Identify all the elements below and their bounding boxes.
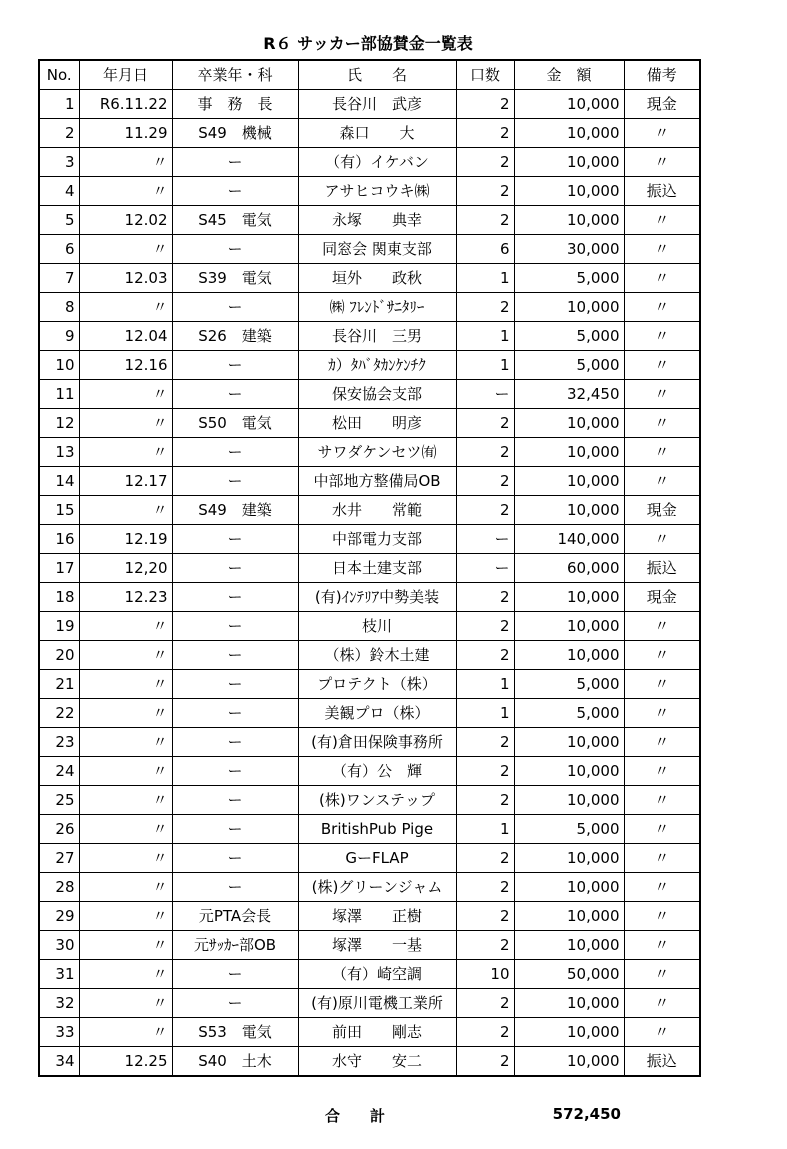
- row-units: 2: [456, 90, 514, 119]
- row-amount: 10,000: [514, 206, 624, 235]
- row-note: 〃: [624, 786, 700, 815]
- row-name: 垣外 政秋: [298, 264, 456, 293]
- table-row: [39, 177, 700, 206]
- row-name: 水井 常範: [298, 496, 456, 525]
- row-units: ー: [456, 380, 514, 409]
- header-date: 年月日: [79, 60, 172, 90]
- table-row: [39, 815, 700, 844]
- row-amount: 10,000: [514, 1018, 624, 1047]
- table-row: [39, 496, 700, 525]
- row-name: ㈱ ﾌﾚﾝﾄﾞｻﾆﾀﾘｰ: [298, 293, 456, 322]
- header-amount: 金 額: [514, 60, 624, 90]
- row-date: 11.29: [79, 119, 172, 148]
- row-no: 5: [39, 206, 79, 235]
- row-name: (有)原川電機工業所: [298, 989, 456, 1018]
- table-row: [39, 1047, 700, 1077]
- row-name: 森口 大: [298, 119, 456, 148]
- row-note: 振込: [624, 554, 700, 583]
- row-graduation: ー: [172, 670, 298, 699]
- row-graduation: ー: [172, 989, 298, 1018]
- row-note: 〃: [624, 206, 700, 235]
- row-date: 12.25: [79, 1047, 172, 1077]
- row-date: 〃: [79, 786, 172, 815]
- row-graduation: 元PTA会長: [172, 902, 298, 931]
- row-no: 8: [39, 293, 79, 322]
- total-value: 572,450: [552, 1105, 621, 1123]
- table-row: [39, 583, 700, 612]
- row-note: 振込: [624, 1047, 700, 1077]
- row-date: 〃: [79, 670, 172, 699]
- row-graduation: ー: [172, 757, 298, 786]
- row-name: 水守 安二: [298, 1047, 456, 1077]
- row-date: 〃: [79, 931, 172, 960]
- row-date: 〃: [79, 757, 172, 786]
- row-amount: 10,000: [514, 177, 624, 206]
- row-note: 〃: [624, 119, 700, 148]
- row-note: 〃: [624, 148, 700, 177]
- row-amount: 5,000: [514, 815, 624, 844]
- row-graduation: ー: [172, 641, 298, 670]
- row-amount: 10,000: [514, 1047, 624, 1077]
- row-no: 7: [39, 264, 79, 293]
- row-note: 〃: [624, 438, 700, 467]
- row-date: 12.19: [79, 525, 172, 554]
- row-no: 26: [39, 815, 79, 844]
- row-no: 28: [39, 873, 79, 902]
- row-units: 2: [456, 583, 514, 612]
- table-row: [39, 409, 700, 438]
- row-no: 12: [39, 409, 79, 438]
- row-date: 12.23: [79, 583, 172, 612]
- row-no: 16: [39, 525, 79, 554]
- header-no: No.: [39, 60, 79, 90]
- row-note: 〃: [624, 235, 700, 264]
- row-amount: 5,000: [514, 699, 624, 728]
- row-date: 〃: [79, 496, 172, 525]
- table-row: [39, 554, 700, 583]
- row-no: 1: [39, 90, 79, 119]
- row-graduation: ー: [172, 786, 298, 815]
- table-row: [39, 235, 700, 264]
- header-name: 氏 名: [298, 60, 456, 90]
- row-amount: 5,000: [514, 351, 624, 380]
- row-units: 1: [456, 670, 514, 699]
- row-units: 2: [456, 844, 514, 873]
- row-graduation: S45 電気: [172, 206, 298, 235]
- row-graduation: ー: [172, 728, 298, 757]
- row-amount: 50,000: [514, 960, 624, 989]
- table-row: [39, 351, 700, 380]
- row-graduation: ー: [172, 438, 298, 467]
- row-graduation: ー: [172, 873, 298, 902]
- row-name: 同窓会 関東支部: [298, 235, 456, 264]
- row-note: 〃: [624, 873, 700, 902]
- total-label: 合計: [325, 1107, 416, 1125]
- table-row: [39, 322, 700, 351]
- row-note: 〃: [624, 670, 700, 699]
- row-no: 30: [39, 931, 79, 960]
- row-units: ー: [456, 525, 514, 554]
- row-graduation: 事 務 長: [172, 90, 298, 119]
- row-date: 12.16: [79, 351, 172, 380]
- row-note: 〃: [624, 641, 700, 670]
- header-note: 備考: [624, 60, 700, 90]
- row-amount: 10,000: [514, 293, 624, 322]
- row-units: 2: [456, 989, 514, 1018]
- row-name: GーFLAP: [298, 844, 456, 873]
- row-note: 〃: [624, 351, 700, 380]
- row-no: 10: [39, 351, 79, 380]
- row-no: 4: [39, 177, 79, 206]
- row-date: 12.04: [79, 322, 172, 351]
- row-no: 15: [39, 496, 79, 525]
- row-name: (株)ワンステップ: [298, 786, 456, 815]
- row-no: 14: [39, 467, 79, 496]
- row-units: 2: [456, 757, 514, 786]
- table-row: [39, 844, 700, 873]
- row-no: 31: [39, 960, 79, 989]
- row-graduation: ー: [172, 148, 298, 177]
- row-note: 現金: [624, 496, 700, 525]
- row-amount: 10,000: [514, 119, 624, 148]
- row-amount: 10,000: [514, 989, 624, 1018]
- row-date: 〃: [79, 960, 172, 989]
- row-note: 振込: [624, 177, 700, 206]
- table-row: [39, 1018, 700, 1047]
- row-note: 〃: [624, 757, 700, 786]
- row-units: 2: [456, 1018, 514, 1047]
- row-graduation: S49 建築: [172, 496, 298, 525]
- row-note: 〃: [624, 467, 700, 496]
- table-row: [39, 380, 700, 409]
- row-units: 1: [456, 264, 514, 293]
- row-name: BritishPub Pige: [298, 815, 456, 844]
- row-graduation: S53 電気: [172, 1018, 298, 1047]
- row-no: 21: [39, 670, 79, 699]
- row-units: 1: [456, 815, 514, 844]
- row-units: 2: [456, 293, 514, 322]
- row-units: 2: [456, 177, 514, 206]
- row-units: 2: [456, 931, 514, 960]
- row-graduation: ー: [172, 612, 298, 641]
- row-no: 3: [39, 148, 79, 177]
- row-amount: 10,000: [514, 438, 624, 467]
- row-date: 〃: [79, 699, 172, 728]
- row-units: 2: [456, 641, 514, 670]
- row-no: 23: [39, 728, 79, 757]
- row-name: 枝川: [298, 612, 456, 641]
- row-name: 中部地方整備局OB: [298, 467, 456, 496]
- table-row: [39, 206, 700, 235]
- row-date: 〃: [79, 873, 172, 902]
- row-date: 〃: [79, 641, 172, 670]
- row-graduation: S49 機械: [172, 119, 298, 148]
- row-amount: 10,000: [514, 583, 624, 612]
- row-graduation: ー: [172, 815, 298, 844]
- row-name: ｶ）ﾀﾊﾞﾀｶﾝｹﾝﾁｸ: [298, 351, 456, 380]
- row-no: 17: [39, 554, 79, 583]
- row-name: (株)グリーンジャム: [298, 873, 456, 902]
- row-date: 〃: [79, 438, 172, 467]
- row-graduation: ー: [172, 467, 298, 496]
- row-name: 日本土建支部: [298, 554, 456, 583]
- row-units: 6: [456, 235, 514, 264]
- row-name: 塚澤 一基: [298, 931, 456, 960]
- row-note: 〃: [624, 728, 700, 757]
- row-units: 2: [456, 902, 514, 931]
- row-graduation: S40 土木: [172, 1047, 298, 1077]
- row-graduation: ー: [172, 235, 298, 264]
- table-row: [39, 757, 700, 786]
- row-amount: 10,000: [514, 728, 624, 757]
- table-row: [39, 931, 700, 960]
- row-amount: 10,000: [514, 786, 624, 815]
- row-graduation: ー: [172, 177, 298, 206]
- row-graduation: S50 電気: [172, 409, 298, 438]
- row-note: 〃: [624, 989, 700, 1018]
- row-name: （有）公 輝: [298, 757, 456, 786]
- row-graduation: ー: [172, 554, 298, 583]
- row-date: 〃: [79, 409, 172, 438]
- row-date: 〃: [79, 902, 172, 931]
- row-no: 19: [39, 612, 79, 641]
- row-graduation: S26 建築: [172, 322, 298, 351]
- row-name: （有）崎空調: [298, 960, 456, 989]
- row-note: 〃: [624, 293, 700, 322]
- row-no: 20: [39, 641, 79, 670]
- row-no: 6: [39, 235, 79, 264]
- row-date: 〃: [79, 989, 172, 1018]
- row-no: 29: [39, 902, 79, 931]
- row-note: 〃: [624, 612, 700, 641]
- row-amount: 5,000: [514, 670, 624, 699]
- table-row: [39, 264, 700, 293]
- row-name: 長谷川 武彦: [298, 90, 456, 119]
- row-units: 2: [456, 148, 514, 177]
- row-units: 2: [456, 467, 514, 496]
- row-note: 〃: [624, 380, 700, 409]
- row-date: R6.11.22: [79, 90, 172, 119]
- row-no: 34: [39, 1047, 79, 1077]
- row-note: 〃: [624, 815, 700, 844]
- row-amount: 10,000: [514, 90, 624, 119]
- row-no: 25: [39, 786, 79, 815]
- row-units: 2: [456, 1047, 514, 1077]
- row-no: 22: [39, 699, 79, 728]
- row-graduation: 元ｻｯｶｰ部OB: [172, 931, 298, 960]
- row-graduation: ー: [172, 351, 298, 380]
- row-amount: 30,000: [514, 235, 624, 264]
- row-name: 松田 明彦: [298, 409, 456, 438]
- row-date: 12.17: [79, 467, 172, 496]
- table-row: [39, 612, 700, 641]
- table-body: [39, 90, 700, 1077]
- header-graduation: 卒業年・科: [172, 60, 298, 90]
- row-name: アサヒコウキ㈱: [298, 177, 456, 206]
- row-date: 12,20: [79, 554, 172, 583]
- row-amount: 10,000: [514, 931, 624, 960]
- row-units: 1: [456, 322, 514, 351]
- table-row: [39, 525, 700, 554]
- row-name: 美観プロ（株）: [298, 699, 456, 728]
- row-units: 2: [456, 119, 514, 148]
- row-name: （有）イケバン: [298, 148, 456, 177]
- row-units: 2: [456, 612, 514, 641]
- row-units: ー: [456, 554, 514, 583]
- row-units: 10: [456, 960, 514, 989]
- row-amount: 10,000: [514, 612, 624, 641]
- row-name: サワダケンセツ㈲: [298, 438, 456, 467]
- row-units: 2: [456, 438, 514, 467]
- row-note: 〃: [624, 960, 700, 989]
- row-note: 〃: [624, 264, 700, 293]
- row-amount: 10,000: [514, 148, 624, 177]
- table-row: [39, 148, 700, 177]
- row-date: 〃: [79, 728, 172, 757]
- table-header-row: [39, 60, 700, 90]
- row-units: 1: [456, 351, 514, 380]
- row-graduation: S39 電気: [172, 264, 298, 293]
- row-date: 〃: [79, 380, 172, 409]
- row-date: 〃: [79, 235, 172, 264]
- row-date: 〃: [79, 177, 172, 206]
- row-date: 〃: [79, 1018, 172, 1047]
- row-note: 〃: [624, 844, 700, 873]
- row-units: 2: [456, 873, 514, 902]
- row-note: 〃: [624, 902, 700, 931]
- document-title: R６ サッカー部協賛金一覧表: [263, 34, 473, 53]
- table-row: [39, 670, 700, 699]
- row-note: 〃: [624, 699, 700, 728]
- row-units: 2: [456, 496, 514, 525]
- row-name: 永塚 典幸: [298, 206, 456, 235]
- row-note: 〃: [624, 322, 700, 351]
- row-no: 9: [39, 322, 79, 351]
- row-note: 現金: [624, 90, 700, 119]
- row-graduation: ー: [172, 525, 298, 554]
- header-units: 口数: [456, 60, 514, 90]
- row-date: 〃: [79, 612, 172, 641]
- table-row: [39, 960, 700, 989]
- row-graduation: ー: [172, 699, 298, 728]
- row-note: 現金: [624, 583, 700, 612]
- row-units: 2: [456, 206, 514, 235]
- table-row: [39, 786, 700, 815]
- row-no: 18: [39, 583, 79, 612]
- row-amount: 5,000: [514, 322, 624, 351]
- row-graduation: ー: [172, 380, 298, 409]
- row-note: 〃: [624, 525, 700, 554]
- row-name: 長谷川 三男: [298, 322, 456, 351]
- row-amount: 10,000: [514, 873, 624, 902]
- row-no: 2: [39, 119, 79, 148]
- table-row: [39, 989, 700, 1018]
- row-graduation: ー: [172, 583, 298, 612]
- row-date: 〃: [79, 844, 172, 873]
- table-row: [39, 438, 700, 467]
- row-date: 〃: [79, 815, 172, 844]
- row-note: 〃: [624, 409, 700, 438]
- row-name: 塚澤 正樹: [298, 902, 456, 931]
- row-name: （株）鈴木土建: [298, 641, 456, 670]
- row-amount: 10,000: [514, 757, 624, 786]
- table-row: [39, 699, 700, 728]
- row-units: 2: [456, 409, 514, 438]
- row-no: 32: [39, 989, 79, 1018]
- row-amount: 10,000: [514, 844, 624, 873]
- row-amount: 10,000: [514, 902, 624, 931]
- row-no: 24: [39, 757, 79, 786]
- table-row: [39, 467, 700, 496]
- table-row: [39, 728, 700, 757]
- row-date: 〃: [79, 148, 172, 177]
- row-units: 2: [456, 786, 514, 815]
- row-date: 〃: [79, 293, 172, 322]
- row-amount: 10,000: [514, 496, 624, 525]
- row-date: 12.03: [79, 264, 172, 293]
- row-graduation: ー: [172, 293, 298, 322]
- row-amount: 10,000: [514, 409, 624, 438]
- row-date: 12.02: [79, 206, 172, 235]
- row-amount: 140,000: [514, 525, 624, 554]
- row-name: 前田 剛志: [298, 1018, 456, 1047]
- row-no: 13: [39, 438, 79, 467]
- row-note: 〃: [624, 1018, 700, 1047]
- row-no: 11: [39, 380, 79, 409]
- table-row: [39, 641, 700, 670]
- row-graduation: ー: [172, 844, 298, 873]
- table-row: [39, 873, 700, 902]
- row-amount: 10,000: [514, 641, 624, 670]
- row-name: 中部電力支部: [298, 525, 456, 554]
- row-name: (有)倉田保険事務所: [298, 728, 456, 757]
- row-name: 保安協会支部: [298, 380, 456, 409]
- row-no: 27: [39, 844, 79, 873]
- row-amount: 10,000: [514, 467, 624, 496]
- row-amount: 5,000: [514, 264, 624, 293]
- table-row: [39, 119, 700, 148]
- row-name: (有)ｲﾝﾃﾘｱ中勢美装: [298, 583, 456, 612]
- row-units: 1: [456, 699, 514, 728]
- row-units: 2: [456, 728, 514, 757]
- row-note: 〃: [624, 931, 700, 960]
- row-name: プロテクト（株）: [298, 670, 456, 699]
- row-amount: 32,450: [514, 380, 624, 409]
- row-no: 33: [39, 1018, 79, 1047]
- table-row: [39, 90, 700, 119]
- table-row: [39, 902, 700, 931]
- row-amount: 60,000: [514, 554, 624, 583]
- row-graduation: ー: [172, 960, 298, 989]
- sponsorship-table: [38, 59, 701, 1077]
- table-row: [39, 293, 700, 322]
